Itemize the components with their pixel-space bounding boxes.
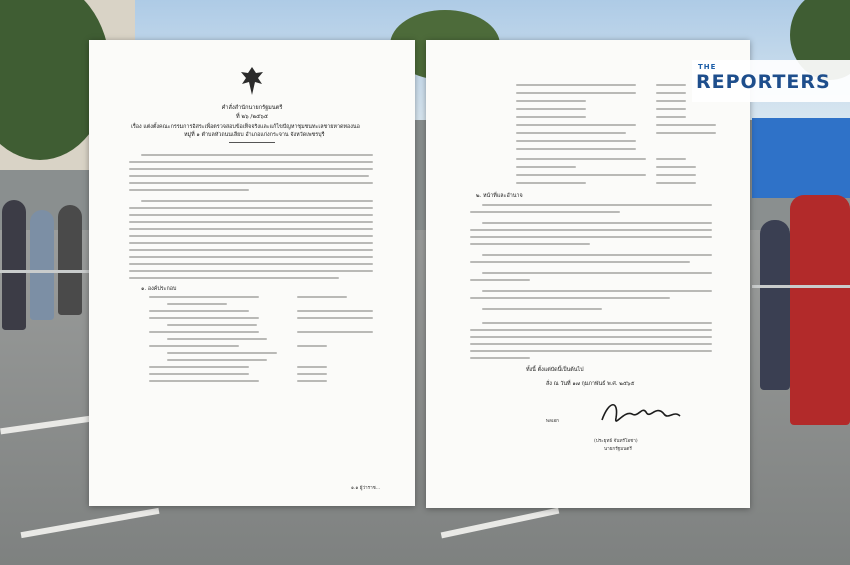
person <box>2 200 26 330</box>
order-header: คำสั่งสำนักนายกรัฐมนตรี <box>221 105 283 111</box>
section-2-heading: ๒. หน้าที่และอำนาจ <box>476 193 523 199</box>
right-document <box>426 40 750 508</box>
rank-prefix: พลเอก <box>546 419 559 424</box>
garuda-emblem-icon <box>239 66 265 96</box>
logo-the: THE <box>698 63 717 71</box>
signer-title: นายกรัฐมนตรี <box>604 447 632 452</box>
page-continuation: ๑.๑ ผู้ว่าราช... <box>351 486 381 491</box>
person <box>58 205 82 315</box>
divider <box>229 142 275 143</box>
person <box>790 195 850 425</box>
person <box>30 210 54 320</box>
signer-name: (ประยุทธ์ จันทร์โอชา) <box>594 439 638 444</box>
the-reporters-logo <box>692 60 850 102</box>
barrier <box>752 285 850 288</box>
logo-reporters: REPORTERS <box>696 71 831 93</box>
left-document <box>89 40 415 506</box>
section-1-heading: ๑. องค์ประกอบ <box>141 286 177 292</box>
order-number: ที่ ๒๖ /๒๕๖๕ <box>235 114 269 120</box>
barrier <box>0 270 90 273</box>
date-line: สั่ง ณ วันที่ ๑๗ กุมภาพันธ์ พ.ศ. ๒๕๖๕ <box>546 381 635 387</box>
order-subject-1: เรื่อง แต่งตั้งคณะกรรมการอิสระเพื่อตรวจสอบข้อเท็จจริงและแก้ไขปัญหาชุมชนทะเลชายหาดทองนอ <box>131 124 360 130</box>
blue-tent <box>752 118 850 198</box>
order-subject-2: หมู่ที่ ๑ ตำบลหัวถนนเลียบ อำเภอแก่งกระจาน จังหวัดเพชรบุรี <box>184 132 325 138</box>
person <box>760 220 790 390</box>
closing-text: ทั้งนี้ ตั้งแต่บัดนี้เป็นต้นไป <box>526 367 584 373</box>
signature-icon <box>594 390 684 440</box>
